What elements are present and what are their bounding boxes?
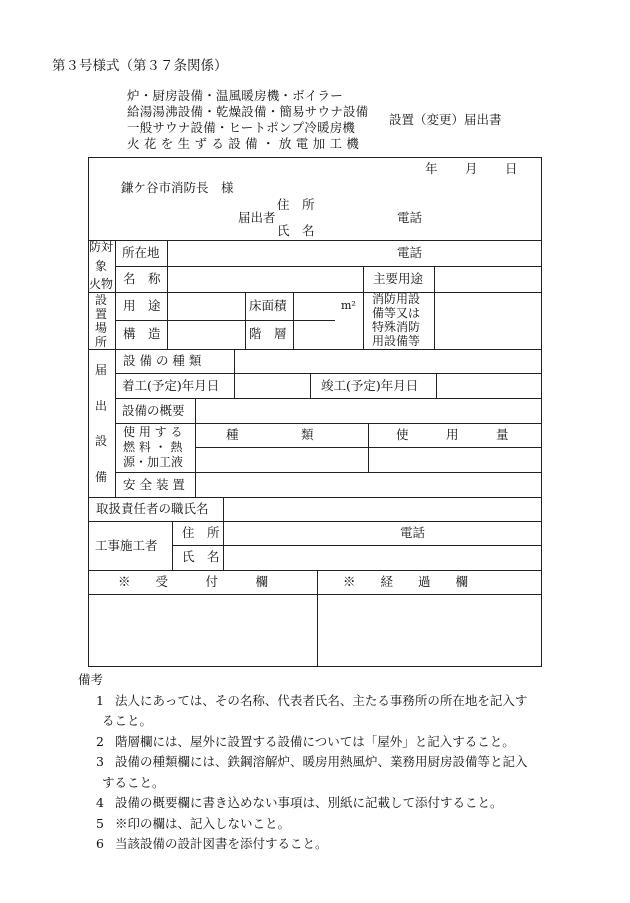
form-number: 第３号様式（第３７条関係） <box>52 58 228 74</box>
fire-equip-label-3: 特殊消防 <box>372 320 421 334</box>
place-label-1: 設 <box>95 293 108 307</box>
finish-date-label: 竣工(予定)年月日 <box>321 378 419 393</box>
row-line <box>88 497 542 498</box>
contractor-name-label: 氏 名 <box>182 549 220 564</box>
fire-equip-label-2: 備等又は <box>372 306 421 320</box>
fire-equip-label-4: 用設備等 <box>372 334 421 348</box>
applicant-address-label: 住 所 <box>277 197 315 212</box>
col-line <box>368 423 369 472</box>
header-line-3: 一般サウナ設備・ヒートポンプ冷暖房機 <box>127 120 356 135</box>
col-line <box>436 373 437 398</box>
location-phone-label: 電話 <box>397 245 423 260</box>
fuel-label-2: 燃 料 ・ 熱 <box>123 440 183 454</box>
note-item: 4 設備の概要欄に書き込めない事項は、別紙に記載して添付すること。 <box>96 795 503 810</box>
row-line <box>115 266 542 267</box>
header-line-4: 火 花 を 生 ず る 設 備 ・ 放 電 加 工 機 <box>127 136 360 151</box>
floor-area-unit: m² <box>341 299 356 312</box>
location-label: 所在地 <box>122 245 160 260</box>
note-item: 2 階層欄には、屋外に設置する設備については「屋外」と記入すること。 <box>96 733 515 749</box>
applicant-label: 届出者 <box>238 210 276 225</box>
fire-equip-label-1: 消防用設 <box>372 292 421 306</box>
note-continuation: ること。 <box>102 713 153 728</box>
row-line <box>88 349 542 350</box>
target-label-1: 防対 <box>89 240 114 254</box>
contractor-address-label: 住 所 <box>182 525 220 540</box>
floor-area-label: 床面積 <box>249 298 287 313</box>
place-label-3: 場 <box>95 321 108 335</box>
use-label: 用 途 <box>123 298 161 313</box>
col-line <box>293 292 294 349</box>
fuel-usage-header: 使 用 量 <box>396 427 509 442</box>
date-day-label: 日 <box>505 161 518 176</box>
floor-level-label: 階 層 <box>249 326 287 341</box>
col-line <box>172 521 173 570</box>
col-line <box>363 266 364 349</box>
building-name-label: 名 称 <box>123 271 161 286</box>
row-line <box>115 472 542 473</box>
document-title: 設置（変更）届出書 <box>389 112 502 127</box>
target-label-2: 象 <box>95 259 108 273</box>
note-continuation: すること。 <box>102 774 165 790</box>
row-line <box>88 521 542 522</box>
row-line <box>115 373 542 374</box>
col-line <box>310 373 311 398</box>
row-line <box>88 594 542 595</box>
row-line <box>88 570 542 571</box>
date-year-label: 年 <box>425 161 438 176</box>
row-line <box>88 240 542 241</box>
start-date-label: 着工(予定)年月日 <box>122 378 220 393</box>
notify-label-2: 出 <box>95 399 108 413</box>
contractor-phone-label: 電話 <box>400 525 426 540</box>
col-line <box>115 240 116 497</box>
note-item: 3 設備の種類欄には、鉄鋼溶解炉、暖房用熱風炉、業務用厨房設備等と記入 <box>96 754 528 769</box>
col-line <box>223 497 224 570</box>
applicant-name-label: 氏 名 <box>277 223 315 238</box>
date-month-label: 月 <box>465 161 478 176</box>
structure-label: 構 造 <box>123 326 161 341</box>
place-label-2: 置 <box>95 307 108 321</box>
row-line <box>172 545 542 546</box>
row-line <box>115 320 335 321</box>
col-line <box>317 570 318 667</box>
safety-device-label: 安 全 装 置 <box>123 477 185 492</box>
notify-label-3: 設 <box>95 434 108 448</box>
notes-title: 備考 <box>78 672 104 687</box>
addressee: 鎌ケ谷市消防長 様 <box>121 180 234 195</box>
equipment-outline-label: 設備の概要 <box>122 403 185 418</box>
notify-label-4: 備 <box>95 470 108 484</box>
col-line <box>434 266 435 349</box>
col-line <box>167 240 168 349</box>
handler-label: 取扱責任者の職氏名 <box>96 501 209 516</box>
row-line <box>115 423 542 424</box>
header-line-1: 炉・厨房設備・温風暖房機・ボイラー <box>127 88 343 103</box>
progress-header: ※ 経 過 欄 <box>343 574 469 589</box>
fuel-label-3: 源・加工液 <box>123 455 184 469</box>
contractor-label: 工事施工者 <box>95 538 158 553</box>
reception-header: ※ 受 付 欄 <box>118 574 269 589</box>
header-line-2: 給湯湯沸設備・乾燥設備・簡易サウナ設備 <box>127 104 369 119</box>
place-label-4: 所 <box>95 335 108 349</box>
col-line <box>234 349 235 398</box>
target-label-3: 火物 <box>89 277 114 291</box>
note-item: 1 法人にあっては、その名称、代表者氏名、主たる事務所の所在地を記入す <box>96 692 528 708</box>
row-line <box>115 398 542 399</box>
fuel-type-header: 種 類 <box>226 427 314 442</box>
note-item: 5 ※印の欄は、記入しないこと。 <box>96 815 291 831</box>
col-line <box>245 292 246 349</box>
main-use-label: 主要用途 <box>373 271 424 286</box>
fuel-label-1: 使 用 す る <box>123 425 183 439</box>
note-item: 6 当該設備の設計図書を添付すること。 <box>96 836 328 851</box>
notify-label-1: 届 <box>95 363 108 377</box>
col-line <box>195 398 196 497</box>
equipment-kind-label: 設 備 の 種 類 <box>123 353 202 368</box>
notes-section <box>78 670 558 855</box>
row-line <box>88 292 542 293</box>
applicant-phone-label: 電話 <box>397 210 423 225</box>
